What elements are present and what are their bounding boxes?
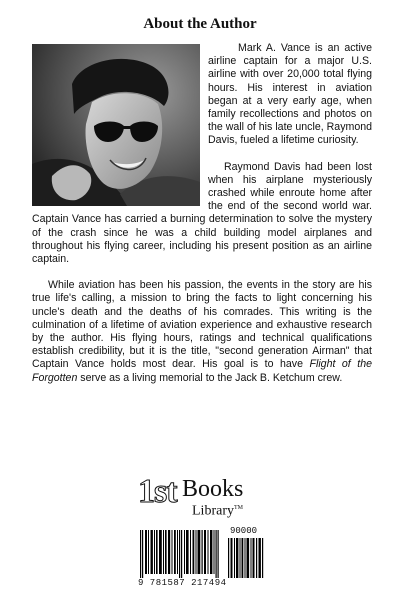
paragraph-3 [32,279,372,385]
author-photo [32,44,200,206]
publisher-sub [192,500,243,520]
publisher-name: Books [182,476,244,502]
paragraph-3-end: serve as a living memorial to the Jack B. Ketchum crew. [77,371,343,384]
paragraph-2: Raymond Davis had been lost when his airplane mysteriously crashed while enroute home after the end of the second world war. Captain Vance has carried a burning determination to solve the mystery of the crash since he was a child building model airplanes and throughout his flying career, including his present position as an airline captain. [32,160,372,266]
publisher-sub-label: Library [192,503,234,519]
barcode-addon-number: 90000 [230,526,258,536]
publisher-logo [138,472,268,524]
isbn-barcode [138,528,266,592]
paragraph-1: Mark A. Vance is an active airline captain for a major U.S. airline with over 20,000 total flying hours. His interest in aviation began at a very early age, when family recollections and photos on the wall of his late uncle, Raymond Davis, fueled a lifetime curiosity. [208,42,372,147]
trademark-mark: TM [233,505,243,511]
page-title: About the Author [143,16,257,32]
paragraph-3-text: While aviation has been his passion, the events in the story are his true life's calling, a mission to bring the facts to light concerning his uncle's death and the deaths of his comrades. This writing is the culmination of a lifetime of aviation experience and exhaustive research by the author. His flying hours, ratings and technical qualifications establish credibility, but it is the title, "second generation Airman" that Captain Vance holds most dear. His goal is to have [32,279,372,371]
publisher-mark: 1st [138,473,177,510]
about-author-text [32,42,372,398]
isbn-number: 9 781587 217494 [138,578,227,588]
book-title: Flight of the Forgotten [32,358,372,384]
